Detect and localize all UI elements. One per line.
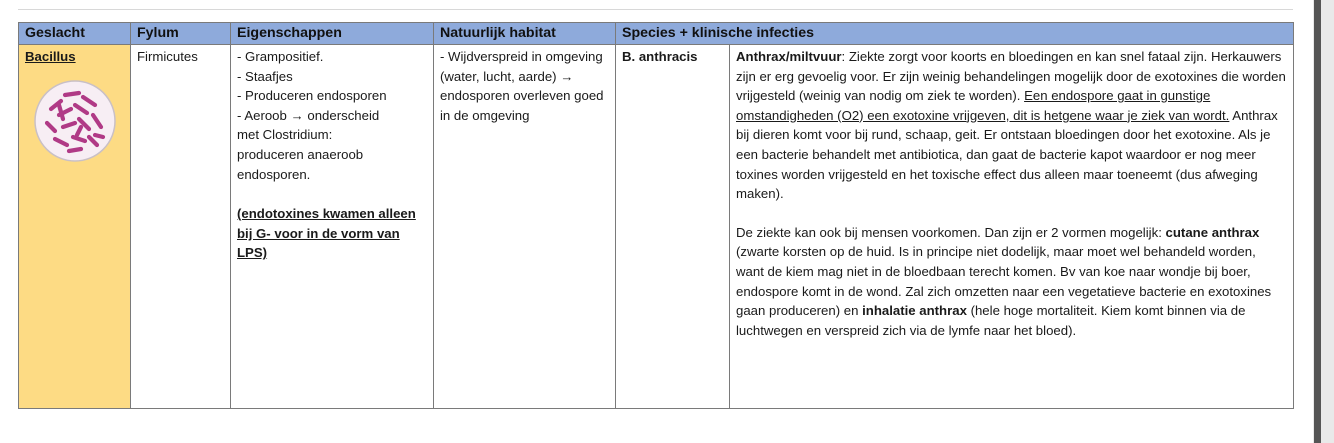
header-properties: Eigenschappen (231, 23, 434, 45)
property-line: - Grampositief. (237, 49, 324, 64)
desc-para2-end: (hele hoge mortaliteit. Kiem komt binnen via de luchtwegen en verspreid zich via de lymfe naar het bloed). (736, 303, 1246, 338)
infection-description-cell (730, 45, 1294, 409)
header-habitat: Natuurlijk habitat (434, 23, 616, 45)
properties-cell (231, 45, 434, 409)
genus-cell (19, 45, 131, 409)
endospore-underlined-text: Een endospore gaat in gunstige omstandigheden (O2) een exotoxine vrijgeven, dit is hetgene waar je ziek van wordt. (736, 88, 1230, 123)
habitat-cell: - Wijdverspreid in omgeving (water, lucht, aarde) → endosporen overleven goed in de omgeving (434, 45, 616, 409)
paragraph-2 (736, 223, 1287, 341)
endotoxin-note: (endotoxines kwamen alleen bij G- voor in de vorm van LPS) (237, 206, 416, 261)
anthrax-title: Anthrax/miltvuur (736, 49, 842, 64)
property-line: - Staafjes (237, 68, 293, 84)
page-top-rule (18, 9, 1293, 10)
inhalation-anthrax-term: inhalatie anthrax (862, 303, 967, 319)
bacillus-micrograph-icon (33, 79, 117, 163)
table-row (19, 45, 1294, 409)
desc-para2-intro: De ziekte kan ook bij mensen voorkomen. Dan zijn er 2 vormen mogelijk: (736, 224, 1166, 240)
bacteria-table (18, 22, 1294, 409)
property-line: - Produceren endosporen (237, 88, 387, 104)
species-name-cell (616, 45, 730, 409)
property-line: - Aeroob → onderscheid (237, 107, 380, 123)
paragraph-1 (736, 49, 1286, 201)
desc-para2-mid: (zwarte korsten op de huid. Is in principe niet dodelijk, maar moet wel behandeld worden, want de kiem mag niet in de bloedbaan terecht komen. Bv van koe naar wondje bij boer, endospore komt in de wond. Zal zich omzetten naar een vegetatieve bacterie en exotoxines gaan produceren) en (736, 244, 1272, 319)
desc-part-2: Anthrax bij dieren komt voor bij rund, schaap, geit. Er ontstaan bloedingen door het exotoxine. Als je een bacterie behandelt met antibiotica, dan gaat de bacterie kapot waardoor er nog meer toxines worden vrijgesteld en het toxische effect dus alleen maar toeneemt (dus afweging maken). (736, 107, 1278, 202)
property-line: endosporen. (237, 166, 311, 182)
header-genus: Geslacht (19, 23, 131, 45)
phylum-cell: Firmicutes (131, 45, 231, 409)
species-name: B. anthracis (622, 49, 698, 64)
genus-name: Bacillus (25, 49, 76, 64)
header-phylum: Fylum (131, 23, 231, 45)
property-line: met Clostridium: (237, 127, 333, 143)
header-species: Species + klinische infecties (616, 23, 1294, 45)
cutaneous-anthrax-term: cutane anthrax (1165, 224, 1260, 240)
scrollbar-thumb[interactable] (1314, 0, 1321, 443)
table-header-row (19, 23, 1294, 45)
property-line: produceren anaeroob (237, 146, 364, 162)
desc-part-1: : Ziekte zorgt voor koorts en bloedingen en kan snel fataal zijn. Herkauwers zijn er erg gevoelig voor. Er zijn weinig behandelingen mogelijk door de exotoxines die worden vrijgesteld (weinig van nodig om ziek te worden). (736, 49, 1286, 104)
